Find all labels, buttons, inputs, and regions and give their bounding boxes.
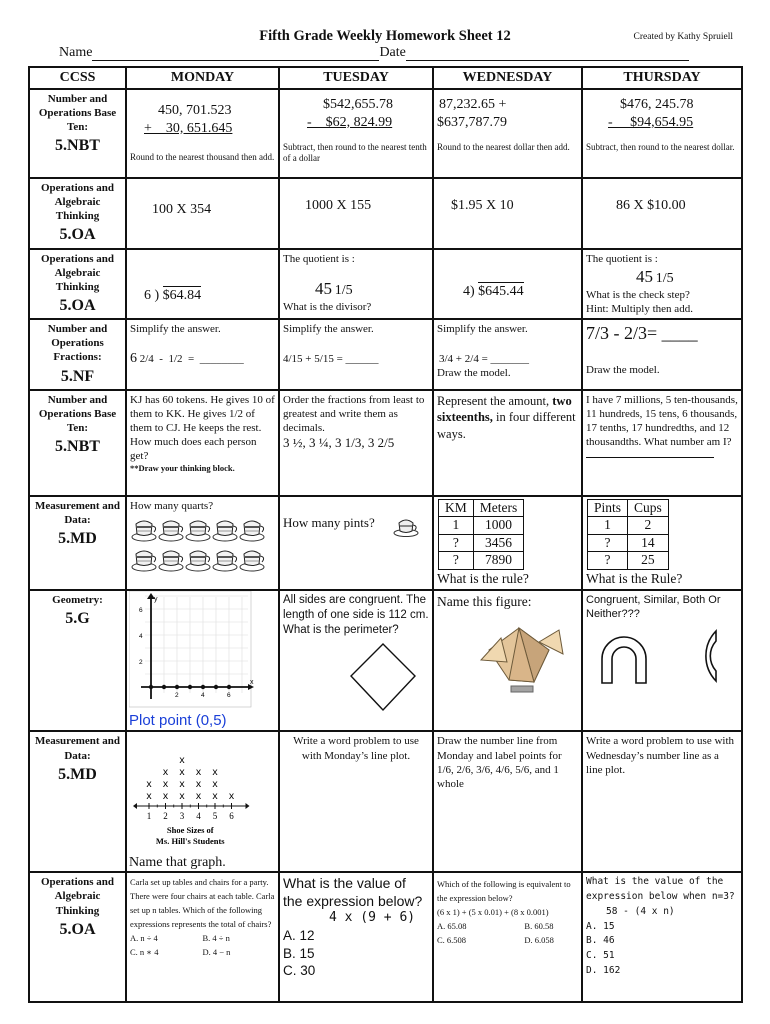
ccss-cell: Number and Operations Fractions: 5.NF: [29, 319, 126, 390]
table-row: ? 7890: [439, 552, 524, 569]
teapot-icon: [186, 551, 210, 571]
x-mark: x: [195, 766, 202, 779]
pyramid-icon: [437, 610, 577, 700]
x-mark: x: [179, 790, 185, 803]
teapot-icon: [240, 521, 264, 541]
choice-d[interactable]: D. 4 − n: [202, 947, 231, 958]
name-field[interactable]: [92, 46, 379, 61]
thursday-cell[interactable]: $476, 245.78 - $94,654.95 Subtract, then round to the nearest dollar.: [582, 89, 742, 178]
table-row: 1 1000: [439, 517, 524, 534]
ccss-cell: Measurement and Data: 5.MD: [29, 731, 126, 872]
wednesday-cell[interactable]: Name this figure:: [433, 590, 582, 731]
answer-line[interactable]: [586, 457, 714, 458]
monday-cell[interactable]: Carla set up tables and chairs for a party. There were four chairs at each table. Carla set up n tables. Which of the following expressions represents the total of chairs? A. n ÷ 4 B. 4 ÷ n C. n ∗ 4 D. 4 − n: [126, 872, 279, 1002]
wednesday-cell[interactable]: KM Meters 1 1000 ? 3456 ? 7890 What is the rule?: [433, 496, 582, 590]
plot-point: [227, 685, 231, 689]
choice-d[interactable]: D. 162: [586, 964, 621, 976]
tuesday-cell[interactable]: All sides are congruent. The length of one side is 112 cm. What is the perimeter?: [279, 590, 433, 731]
plot-point: [188, 685, 192, 689]
ccss-cell: Operations and Algebraic Thinking 5.OA: [29, 178, 126, 249]
y-tick-label: 4: [139, 633, 143, 641]
monday-cell[interactable]: 1 x x 2 x x x 3 x x x x 4 x x x 5 x x x 6 x Shoe Sizes of Ms. Hill's Students Name that graph.: [126, 731, 279, 872]
ccss-cell: Measurement and Data: 5.MD: [29, 496, 126, 590]
tick-label: 5: [212, 811, 218, 822]
col-thursday: THURSDAY: [582, 67, 742, 89]
y-tick-label: 2: [139, 659, 143, 667]
name-date-row: [59, 45, 689, 61]
table-row: ? 25: [588, 552, 669, 569]
ccss-cell: Number and Operations Base Ten: 5.NBT: [29, 390, 126, 496]
wednesday-cell[interactable]: 87,232.65 + $637,787.79 Round to the nearest dollar then add.: [433, 89, 582, 178]
tuesday-cell[interactable]: Simplify the answer. 4/15 + 5/15 = ______: [279, 319, 433, 390]
teapots-icon: [130, 513, 272, 573]
x-tick-label: 6: [227, 692, 231, 700]
thursday-cell[interactable]: 7/3 - 2/3= ____ Draw the model.: [582, 319, 742, 390]
x-mark: x: [212, 790, 218, 803]
long-division: 4) $645.44: [463, 283, 524, 299]
row-nbt-1: [29, 89, 742, 178]
row-nf: [29, 319, 742, 390]
tick-label: 2: [163, 811, 168, 822]
col-wednesday: WEDNESDAY: [433, 67, 582, 89]
wednesday-cell[interactable]: Draw the number line from Monday and label points for 1/6, 2/6, 3/6, 4/6, 5/6, and 1 whole: [433, 731, 582, 872]
choice-c[interactable]: C. 6.508: [437, 935, 467, 946]
x-mark: x: [146, 778, 152, 791]
teapot-icon: [159, 521, 183, 541]
ccss-cell: Geometry: 5.G: [29, 590, 126, 731]
teapot-icon: [132, 521, 156, 541]
date-label: Date: [379, 45, 406, 60]
x-mark: x: [228, 790, 235, 803]
header-row: [29, 67, 742, 89]
name-label: Name: [59, 45, 93, 60]
choice-b[interactable]: B. 46: [586, 935, 615, 947]
table-row: 1 2: [588, 517, 669, 534]
table-row: ? 3456: [439, 534, 524, 551]
plot-point: [175, 685, 179, 689]
col-ccss: CCSS: [29, 67, 126, 89]
y-axis-label: y: [154, 596, 158, 604]
x-mark: x: [179, 766, 185, 779]
tick-label: 3: [179, 811, 185, 822]
monday-cell[interactable]: 450, 701.523 + 30, 651.645 Round to the nearest thousand then add.: [126, 89, 279, 178]
x-tick-label: 4: [201, 692, 205, 700]
monday-cell[interactable]: Simplify the answer. 6 2/4 - 1/2 = ________: [126, 319, 279, 390]
choice-b[interactable]: B. 4 ÷ n: [202, 933, 230, 944]
plot-point: [149, 685, 153, 689]
teapot-icon: [186, 521, 210, 541]
x-mark: x: [195, 778, 202, 791]
x-mark: x: [162, 766, 169, 779]
plot-point: [201, 685, 205, 689]
thursday-cell[interactable]: The quotient is : 45 1/5 What is the check step? Hint: Multiply then add.: [582, 249, 742, 320]
x-tick-label: 2: [175, 692, 179, 700]
row-oa-2: [29, 249, 742, 320]
row-oa-1: [29, 178, 742, 249]
choice-a[interactable]: A. n ÷ 4: [130, 933, 158, 944]
tuesday-cell[interactable]: How many pints?: [279, 496, 433, 590]
teapot-icon: [159, 551, 183, 571]
tuesday-cell[interactable]: What is the value of the expression below? 4 x (9 + 6) A. 12 B. 15 C. 30: [279, 872, 433, 1002]
shoe-size-line-plot: [129, 732, 255, 848]
thursday-cell[interactable]: Pints Cups 1 2 ? 14 ? 25 What is the Rule?: [582, 496, 742, 590]
choice-a[interactable]: A. 12: [283, 928, 315, 944]
km-meters-table: KM Meters 1 1000 ? 3456 ? 7890: [438, 499, 524, 570]
long-division: 6 ) $64.84: [144, 287, 202, 303]
wednesday-cell[interactable]: $1.95 X 10: [433, 178, 582, 249]
x-mark: x: [162, 778, 169, 791]
thursday-cell[interactable]: What is the value of the expression below when n=3? 58 - (4 x n) A. 15 B. 46 C. 51 D. 162: [582, 872, 742, 1002]
plot-subtitle: Ms. Hill's Students: [155, 836, 225, 847]
homework-grid: [28, 66, 743, 1003]
choice-c[interactable]: C. 51: [586, 950, 615, 961]
ccss-code: 5.NBT: [55, 137, 100, 155]
monday-cell[interactable]: KJ has 60 tokens. He gives 10 of them to KK. He gives 1/2 of them to CJ. He keeps the rest. How much does each person get? **Draw your thinking block.: [126, 390, 279, 496]
x-axis-label: x: [250, 679, 254, 687]
choice-a[interactable]: A. 15: [586, 920, 615, 932]
thursday-cell[interactable]: 86 X $10.00: [582, 178, 742, 249]
x-mark: x: [179, 778, 185, 791]
choice-b[interactable]: B. 15: [283, 945, 315, 961]
author-credit: Created by Kathy Spruiell: [633, 32, 733, 42]
plot-point: [214, 685, 218, 689]
monday-cell[interactable]: y x 6 4 2 2 4 6 Plot point (0,5): [126, 590, 279, 731]
tick-label: 6: [229, 811, 234, 822]
choice-a[interactable]: A. 65.08: [437, 921, 467, 932]
wednesday-cell[interactable]: Simplify the answer. 3/4 + 2/4 = _______ Draw the model.: [433, 319, 582, 390]
plot-point: [162, 685, 166, 689]
thursday-cell[interactable]: Write a word problem to use with Wednesday’s number line as a line plot.: [582, 731, 742, 872]
col-monday: MONDAY: [126, 67, 279, 89]
tuesday-cell[interactable]: 1000 X 155: [279, 178, 433, 249]
x-mark: x: [212, 778, 218, 791]
thursday-cell[interactable]: I have 7 millions, 5 ten-thousands, 11 hundreds, 15 tens, 6 thousands, 17 tenths, 17 hundredths, and 12 thousandths. What number am I?: [582, 390, 742, 496]
sheet-title: Fifth Grade Weekly Homework Sheet 12: [259, 28, 511, 44]
row-md-1: [29, 496, 742, 590]
ccss-cell: Number and Operations Base Ten: 5.NBT: [29, 89, 126, 178]
teapot-icon: [132, 551, 156, 571]
wednesday-cell[interactable]: Which of the following is equivalent to the expression below? (6 x 1) + (5 x 0.01) + (8 x 0.001) A. 65.08 B. 60.58 C. 6.508 D. 6.058: [433, 872, 582, 1002]
thursday-cell[interactable]: Congruent, Similar, Both Or Neither???: [582, 590, 742, 731]
tuesday-cell[interactable]: Order the fractions from least to greatest and write them as decimals. 3 ½, 3 ¼, 3 1/3, 3 2/5: [279, 390, 433, 496]
tick-label: 4: [196, 811, 201, 822]
row-oa-3: [29, 872, 742, 1002]
y-tick-label: 6: [139, 607, 143, 615]
teapot-icon: [240, 551, 264, 571]
ccss-cell: Operations and Algebraic Thinking 5.OA: [29, 872, 126, 1002]
monday-cell[interactable]: 100 X 354: [126, 178, 279, 249]
wednesday-cell[interactable]: Represent the amount, two sixteenths, in four different ways.: [433, 390, 582, 496]
rhombus-figure: [283, 634, 423, 718]
coordinate-grid: [129, 591, 255, 709]
date-field[interactable]: [406, 46, 689, 61]
tick-label: 1: [146, 811, 152, 822]
pints-cups-table: Pints Cups 1 2 ? 14 ? 25: [587, 499, 669, 570]
table-row: ? 14: [588, 534, 669, 551]
choice-c[interactable]: C. n ∗ 4: [130, 947, 159, 958]
x-mark: x: [195, 790, 202, 803]
choice-c[interactable]: C. 30: [283, 963, 316, 979]
col-tuesday: TUESDAY: [279, 67, 433, 89]
plot-title: Shoe Sizes of: [166, 825, 214, 836]
x-mark: x: [146, 790, 152, 803]
right-arrow: [246, 803, 250, 809]
x-mark: x: [212, 766, 218, 779]
monday-cell[interactable]: How many quarts?: [126, 496, 279, 590]
row-nbt-2: [29, 390, 742, 496]
teapot-icon: [213, 551, 237, 571]
row-geometry: [29, 590, 742, 731]
arch-shapes: [586, 621, 736, 691]
monday-cell[interactable]: [126, 249, 279, 320]
row-md-2: [29, 731, 742, 872]
wednesday-cell[interactable]: [433, 249, 582, 320]
ccss-cell: Operations and Algebraic Thinking 5.OA: [29, 249, 126, 320]
x-mark: x: [179, 754, 185, 767]
tuesday-cell[interactable]: $542,655.78 - $62, 824.99 Subtract, then round to the nearest tenth of a dollar: [279, 89, 433, 178]
x-mark: x: [162, 790, 169, 803]
choice-b[interactable]: B. 60.58: [524, 921, 554, 932]
choice-d[interactable]: D. 6.058: [524, 935, 554, 946]
tuesday-cell[interactable]: Write a word problem to use with Monday’s line plot.: [279, 731, 433, 872]
teapot-icon: [213, 521, 237, 541]
left-arrow: [133, 803, 137, 809]
tuesday-cell[interactable]: The quotient is : 45 1/5 What is the divisor?: [279, 249, 433, 320]
teapot-icon: [393, 515, 419, 537]
